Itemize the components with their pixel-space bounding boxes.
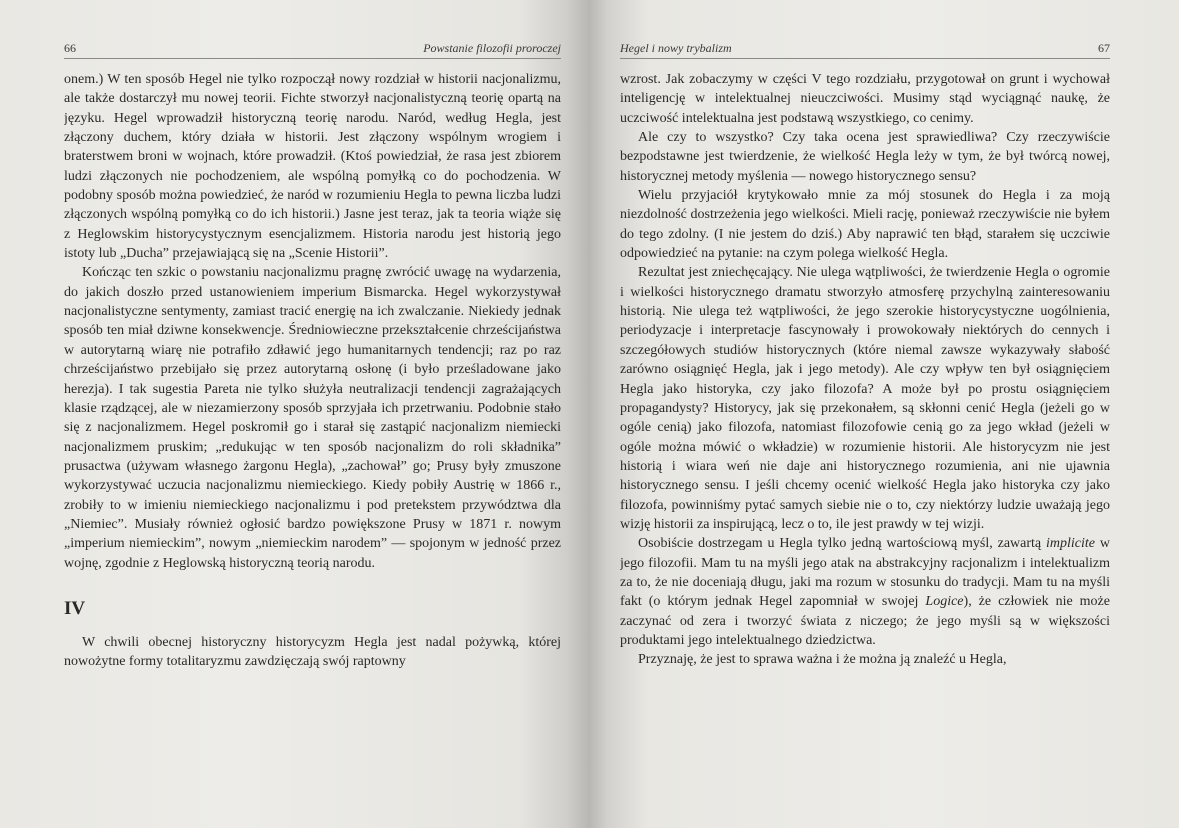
paragraph: onem.) W ten sposób Hegel nie tylko rozpoczął nowy rozdział w historii nacjonalizmu, ale także dostarczył mu nowej teorii. Fichte stworzył nacjonalistyczną teorię opartą na języku. Hegel wprowadził historyczną teorię narodu. Naród, według Hegla, jest złączony duchem, który działa w historii. Jest złączony wspólnym wrogiem i braterstwem broni w wojnach, które prowadził. (Ktoś powiedział, że rasa jest zbiorem ludzi złączonych nie pochodzeniem, ale wspólną pomyłką co do pochodzenia. W podobny sposób można powiedzieć, że naród w rozumieniu Hegla to pewna liczba ludzi złączonych wspólną pomyłką co do ich historii.) Jasne jest teraz, jak ta teoria wiąże się z Heglowskim historycystycznym esencjalizmem. Historia narodu jest historią jego istoty lub „Ducha” przejawiającą się na „Scenie Historii”. bbox=[64, 72, 561, 262]
right-page-text bbox=[620, 70, 1110, 670]
running-title: Powstanie filozofii proroczej bbox=[423, 41, 561, 55]
header-rule bbox=[64, 58, 561, 59]
section-heading: IV bbox=[64, 597, 86, 619]
paragraph: wzrost. Jak zobaczymy w części V tego rozdziału, przygotował on grunt i wychował inteligencję w intelektualnej nieuczciwości. Musimy stąd wyciągnąć naukę, że uczciwość intelektualna jest podstawą wszystkiego, co cenimy. bbox=[620, 72, 1110, 126]
page-number: 66 bbox=[64, 41, 76, 55]
page-number: 67 bbox=[1098, 41, 1110, 55]
text-run: Osobiście dostrzegam u Hegla tylko jedną wartościową myśl, zawartą bbox=[638, 536, 1047, 552]
paragraph bbox=[620, 534, 1110, 650]
paragraph: Przyznaję, że jest to sprawa ważna i że można ją znaleźć u Hegla, bbox=[638, 652, 1007, 668]
text-run: ), że człowiek nie może zaczynać od zera i tworzyć świata z niczego; że jego myśli są w większości produktami jego intelektualnego dziedzictwa. bbox=[620, 594, 1110, 648]
right-page bbox=[590, 0, 1179, 828]
header-rule bbox=[620, 58, 1110, 59]
paragraph: Wielu przyjaciół krytykowało mnie za mój stosunek do Hegla i za moją niezdolność dostrzeżenia jego wielkości. Mieli rację, ponieważ rzeczywiście nie byłem do tego zdolny. (I nie jestem do dziś.) Aby naprawić ten błąd, starałem się uczciwie odpowiedzieć na pytanie: na czym polega wielkość Hegla. bbox=[620, 188, 1110, 262]
text-run: w jego filozofii. Mam tu na myśli jego atak na abstrakcyjny racjonalizm i intelektualizm za to, że nie doceniają długu, jaki ma rozum w stosunku do tradycji. Mam tu na myśli fakt (o którym jednak Hegel zapomniał w swojej bbox=[620, 536, 1110, 610]
running-title: Hegel i nowy trybalizm bbox=[620, 41, 732, 55]
italic-term: implicite bbox=[1046, 536, 1096, 552]
paragraph: Kończąc ten szkic o powstaniu nacjonalizmu pragnę zwrócić uwagę na wydarzenia, do jakich doszło przed ustanowieniem imperium Bismarcka. Hegel wykorzystywał nacjonalistyczne sentymenty, zamiast tracić energię na ich zwalczanie. Niekiedy jednak sposób ten miał dziwne konsekwencje. Średniowieczne przekształcenie chrześcijaństwa w autorytarną wiarę nie potrafiło zdławić jego humanitarnych tendencji; raz po raz chrześcijaństwo przebijało się przez autorytarną osłonę (i było prześladowane jako herezja). I tak sugestia Pareta nie tylko służyła neutralizacji tendencji zagrażających klasie rządzącej, ale w niezamierzony sposób sprzyjała ich przetrwaniu. Podobnie stało się z nacjonalizmem. Hegel poskromił go i starał się zastąpić nacjonalizm niemiecki nacjonalizmem pruskim; „redukując w ten sposób nacjonalizm do roli składnika” prusactwa (używam własnego żargonu Hegla), „zachował” go; Prusy były zmuszone wykorzystywać uczucia nacjonalizmu niemieckiego. Kiedy pobiły Austrię w 1866 r., zrobiły to w imieniu niemieckiego nacjonalizmu i pod pretekstem przywództwa dla „Niemiec”. Musiały również ogłosić bardzo powiększone Prusy w 1871 r. nowym „imperium niemieckim”, nowym „niemieckim narodem” — spojonym w jedność przez wojnę, zgodnie z Heglowską historyczną teorią narodu. bbox=[64, 265, 561, 571]
paragraph: W chwili obecnej historyczny historycyzm Hegla jest nadal pożywką, której nowożytne formy totalitaryzmu zawdzięczają swój raptowny bbox=[64, 634, 561, 670]
left-page-text bbox=[64, 70, 561, 672]
italic-title: Logice bbox=[925, 594, 964, 610]
paragraph: Ale czy to wszystko? Czy taka ocena jest sprawiedliwa? Czy rzeczywiście bezpodstawne jest twierdzenie, że wielkość Hegla leży w tym, że był twórcą nowej, historycznej metody myślenia — nowego historycznego sensu? bbox=[620, 130, 1110, 184]
paragraph: Rezultat jest zniechęcający. Nie ulega wątpliwości, że twierdzenie Hegla o ogromie i wielkości historycznego dramatu stworzyło atmosferę przychylną zainteresowaniu historią. Nie ulega też wątpliwości, że jego szerokie historycystyczne uogólnienia, periodyzacje i interpretacje fascynowały i prowokowały niektórych do cennych i szczegółowych studiów historycznych (które niemal zawsze wykazywały słabość zarówno osiągnięć Hegla, jak i jego metody). Ale czy wpływ ten był osiągnięciem Hegla jako historyka, czy jako filozofa? A może był po prostu osiągnięciem propagandysty? Historycy, jak się przekonałem, są skłonni cenić Hegla (jeżeli go w ogóle cenią) jako filozofa, natomiast filozofowie cenią go za jego wkład (jeżeli w ogóle można mówić o wkładzie) w rozumienie historii. Ale historycyzm nie jest historią i wiara weń nie daje ani historycznego rozumienia, ani nie ujawnia historycznego sensu. I jeśli chcemy ocenić wielkość Hegla jako historyka czy jako filozofa, powinniśmy pytać samych siebie nie o to, czy niektórzy ludzie uważają jego wizję historii za inspirującą, lecz o to, ile jest prawdy w tej wizji. bbox=[620, 265, 1110, 532]
